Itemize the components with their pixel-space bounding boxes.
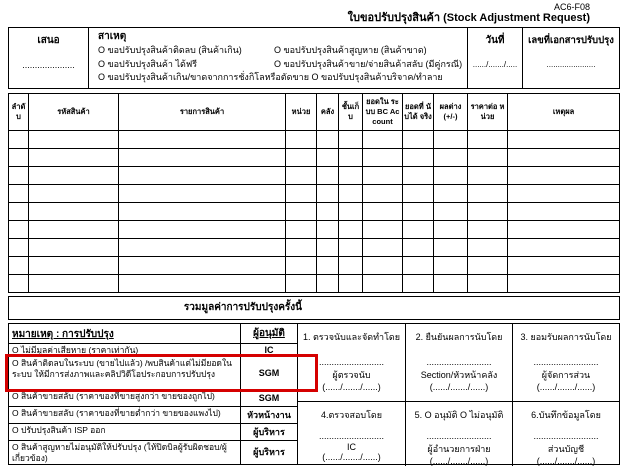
note-approver: SGM — [258, 368, 280, 379]
empty-cell — [9, 256, 29, 274]
empty-cell — [119, 202, 286, 220]
empty-cell — [9, 202, 29, 220]
signature-line: .......................... — [533, 430, 599, 441]
reason-option: O ขอปรับปรุงสินค้าบริจาค/ทำลาย — [311, 71, 443, 82]
empty-cell — [403, 202, 434, 220]
empty-cell — [9, 184, 29, 202]
form-header — [8, 2, 620, 25]
empty-cell — [29, 166, 119, 184]
table-row — [9, 202, 620, 220]
empty-cell — [119, 148, 286, 166]
empty-cell — [29, 274, 119, 292]
column-header-system-qty: ยอดใน ระบบ BC Account — [363, 93, 403, 130]
signature-block-6 — [512, 401, 619, 466]
note-approver: ผู้บริหาร — [253, 427, 285, 438]
signature-role: ผู้ตรวจนับ — [332, 369, 371, 380]
empty-cell — [339, 166, 363, 184]
page-title-th: ใบขอปรับปรุงสินค้า — [347, 12, 441, 25]
empty-cell — [363, 256, 403, 274]
approval-section — [8, 323, 620, 465]
note-row — [9, 424, 297, 441]
empty-cell — [9, 220, 29, 238]
note-text: O สินค้าขายสลับ (ราคาของที่ขายต่ำกว่า ขายของแพงไป) — [9, 407, 241, 423]
empty-cell — [29, 148, 119, 166]
signature-date-blank: (....../......./......) — [429, 381, 489, 392]
empty-cell — [29, 202, 119, 220]
empty-cell — [286, 238, 317, 256]
signature-role: ผู้จัดการส่วน — [541, 369, 591, 380]
page-title — [8, 12, 590, 25]
empty-cell — [403, 148, 434, 166]
signature-role: IC — [347, 441, 356, 452]
column-header-unit-price: ราคาต่อ หน่วย — [468, 93, 508, 130]
reason-option: O ขอปรับปรุงสินค้าติดลบ (สินค้าเกิน) — [98, 45, 242, 56]
empty-cell — [508, 130, 620, 148]
empty-cell — [317, 202, 339, 220]
note-row — [9, 441, 297, 464]
empty-cell — [9, 274, 29, 292]
column-header-unit: หน่วย — [286, 93, 317, 130]
empty-cell — [468, 256, 508, 274]
empty-cell — [363, 274, 403, 292]
empty-cell — [434, 238, 468, 256]
signature-line: .......................... — [426, 430, 492, 441]
notes-header: หมายเหตุ : การปรับปรุง — [9, 324, 241, 343]
reason-option: O ขอปรับปรุงสินค้า ได้ฟรี — [98, 58, 198, 69]
empty-cell — [339, 184, 363, 202]
doc-number-label: เลขที่เอกสารปรับปรุง — [528, 34, 614, 46]
empty-cell — [119, 184, 286, 202]
reason-row — [98, 44, 463, 57]
signature-title: 3. ยอมรับผลการนับโดย — [520, 331, 612, 342]
submit-to-blank: ..................... — [22, 59, 75, 70]
empty-cell — [434, 184, 468, 202]
note-row-highlighted — [9, 357, 297, 390]
empty-cell — [317, 256, 339, 274]
reason-option: O ขอปรับปรุงสินค้าเกิน/ขาดจากการชั่งกิโลหรือตัดขาย — [98, 71, 309, 82]
reason-cell — [89, 28, 468, 88]
empty-cell — [286, 202, 317, 220]
empty-cell — [9, 148, 29, 166]
signature-role: ผู้อำนวยการฝ่าย — [427, 443, 491, 454]
empty-cell — [29, 184, 119, 202]
signature-title: 6.บันทึกข้อมูลโดย — [531, 409, 601, 420]
signature-block-3 — [512, 324, 619, 401]
empty-cell — [339, 130, 363, 148]
empty-cell — [317, 148, 339, 166]
empty-cell — [403, 166, 434, 184]
empty-cell — [468, 220, 508, 238]
empty-cell — [403, 274, 434, 292]
column-header-product-name: รายการสินค้า — [119, 93, 286, 130]
empty-cell — [339, 202, 363, 220]
empty-cell — [9, 130, 29, 148]
empty-cell — [119, 130, 286, 148]
reason-row — [98, 71, 463, 84]
column-header-difference: ผลต่าง (+/-) — [434, 93, 468, 130]
empty-cell — [317, 184, 339, 202]
note-approver: IC — [264, 345, 274, 356]
column-header-counted-qty: ยอดที่ นับได้ จริง — [403, 93, 434, 130]
empty-cell — [403, 184, 434, 202]
column-header-seq: ลำดับ — [9, 93, 29, 130]
empty-cell — [339, 256, 363, 274]
empty-cell — [286, 256, 317, 274]
signature-line: .......................... — [318, 356, 384, 367]
empty-cell — [434, 166, 468, 184]
empty-cell — [434, 220, 468, 238]
empty-cell — [29, 238, 119, 256]
doc-number-cell — [523, 28, 619, 88]
date-label: วันที่ — [485, 34, 505, 46]
note-row — [9, 390, 297, 407]
approver-header: ผู้อนุมัติ — [253, 328, 285, 340]
table-row — [9, 238, 620, 256]
reason-option: O ขอปรับปรุงสินค้าขาย/จ่ายสินค้าสลับ (มีคู่กรณี) — [274, 58, 463, 69]
total-value-row — [8, 296, 620, 320]
date-cell — [468, 28, 523, 88]
empty-cell — [508, 238, 620, 256]
empty-cell — [286, 274, 317, 292]
empty-cell — [434, 148, 468, 166]
total-value-label: รวมมูลค่าการปรับปรุงครั้งนี้ — [183, 302, 302, 314]
empty-cell — [403, 238, 434, 256]
signature-line: .......................... — [426, 356, 492, 367]
items-table — [8, 93, 620, 293]
empty-cell — [317, 274, 339, 292]
empty-cell — [468, 184, 508, 202]
empty-cell — [339, 148, 363, 166]
note-text: O ไม่มีมูลค่าเสียหาย (ราคาเท่ากัน) — [9, 344, 241, 356]
column-header-reason: เหตุผล — [508, 93, 620, 130]
submit-to-cell — [9, 28, 89, 88]
note-approver: หัวหน้างาน — [247, 410, 291, 421]
empty-cell — [317, 166, 339, 184]
note-text: O ปรับปรุงสินค้า ISP ออก — [9, 424, 241, 440]
empty-cell — [508, 148, 620, 166]
table-row — [9, 274, 620, 292]
empty-cell — [119, 220, 286, 238]
column-header-product-code: รหัสสินค้า — [29, 93, 119, 130]
empty-cell — [363, 130, 403, 148]
signature-role: ส่วนบัญชี — [547, 443, 585, 454]
empty-cell — [317, 130, 339, 148]
page-title-en: (Stock Adjustment Request) — [440, 12, 590, 25]
note-row — [9, 407, 297, 424]
empty-cell — [339, 238, 363, 256]
empty-cell — [286, 184, 317, 202]
empty-cell — [119, 166, 286, 184]
doc-number-blank: ...................... — [546, 59, 596, 69]
empty-cell — [317, 238, 339, 256]
submit-to-label: เสนอ — [37, 34, 60, 46]
table-row — [9, 184, 620, 202]
table-row — [9, 220, 620, 238]
table-row — [9, 130, 620, 148]
form-code: AC6-F08 — [553, 2, 590, 12]
header-table — [8, 27, 620, 89]
empty-cell — [339, 274, 363, 292]
empty-cell — [363, 166, 403, 184]
note-approver: SGM — [258, 393, 280, 404]
signature-grid — [298, 324, 619, 464]
notes-table — [9, 324, 298, 464]
signature-block-4 — [298, 401, 405, 466]
empty-cell — [9, 238, 29, 256]
empty-cell — [403, 220, 434, 238]
notes-header-row — [9, 324, 297, 344]
empty-cell — [468, 148, 508, 166]
empty-cell — [119, 274, 286, 292]
empty-cell — [468, 166, 508, 184]
empty-cell — [119, 256, 286, 274]
empty-cell — [508, 166, 620, 184]
empty-cell — [508, 220, 620, 238]
empty-cell — [434, 130, 468, 148]
empty-cell — [286, 130, 317, 148]
table-row — [9, 148, 620, 166]
empty-cell — [468, 202, 508, 220]
items-table-header-row — [9, 93, 620, 130]
empty-cell — [286, 166, 317, 184]
signature-date-blank: (....../......./......) — [429, 455, 489, 466]
empty-cell — [363, 148, 403, 166]
note-text: O สินค้าติดลบในระบบ (ขายไปแล้ว) /พบสินค้าแต่ไม่มียอดในระบบ ให้มีการส่งภาพและคลิปวิดีโอประกอบการปรับปรุง — [9, 357, 241, 389]
signature-title: 5. O อนุมัติ O ไม่อนุมัติ — [414, 409, 504, 420]
empty-cell — [434, 274, 468, 292]
empty-cell — [468, 130, 508, 148]
signature-title: 2. ยืนยันผลการนับโดย — [415, 331, 503, 342]
empty-cell — [9, 166, 29, 184]
signature-block-5 — [405, 401, 512, 466]
empty-cell — [286, 148, 317, 166]
empty-cell — [363, 184, 403, 202]
signature-line: .......................... — [318, 430, 384, 441]
empty-cell — [468, 274, 508, 292]
empty-cell — [508, 184, 620, 202]
empty-cell — [29, 256, 119, 274]
signature-date-blank: (....../......./......) — [536, 381, 596, 392]
table-row — [9, 256, 620, 274]
empty-cell — [119, 238, 286, 256]
empty-cell — [434, 256, 468, 274]
column-header-warehouse: คลัง — [317, 93, 339, 130]
empty-cell — [363, 220, 403, 238]
note-row — [9, 344, 297, 357]
empty-cell — [434, 202, 468, 220]
empty-cell — [286, 220, 317, 238]
column-header-shelf: ชั้นเก็บ — [339, 93, 363, 130]
empty-cell — [317, 220, 339, 238]
table-row — [9, 166, 620, 184]
date-blank: ....../......./..... — [472, 59, 518, 69]
empty-cell — [339, 220, 363, 238]
note-approver: ผู้บริหาร — [253, 447, 285, 458]
reason-option: O ขอปรับปรุงสินค้าสูญหาย (สินค้าขาด) — [274, 45, 427, 56]
empty-cell — [29, 220, 119, 238]
empty-cell — [508, 202, 620, 220]
signature-date-blank: (....../......./......) — [322, 381, 381, 392]
signature-line: .......................... — [533, 356, 599, 367]
empty-cell — [403, 130, 434, 148]
empty-cell — [508, 256, 620, 274]
reason-label: สาเหตุ — [98, 30, 127, 42]
reason-row — [98, 58, 463, 71]
signature-title: 4.ตรวจสอบโดย — [320, 409, 383, 420]
signature-block-1 — [298, 324, 405, 401]
signature-role: Section/หัวหน้าคลัง — [420, 369, 498, 380]
empty-cell — [468, 238, 508, 256]
signature-title: 1. ตรวจนับและจัดทำโดย — [302, 331, 401, 342]
empty-cell — [29, 130, 119, 148]
note-text: O สินค้าสูญหายไม่อนุมัติให้ปรับปรุง (ให้ปิดบิลผู้รับผิดชอบ/ผู้เกี่ยวข้อง) — [9, 441, 241, 464]
note-text: O สินค้าขายสลับ (ราคาของที่ขายสูงกว่า ขายของถูกไป) — [9, 390, 241, 406]
empty-cell — [363, 202, 403, 220]
empty-cell — [363, 238, 403, 256]
items-table-body — [9, 130, 620, 292]
empty-cell — [403, 256, 434, 274]
signature-block-2 — [405, 324, 512, 401]
signature-date-blank: (....../......./......) — [322, 451, 381, 462]
empty-cell — [508, 274, 620, 292]
signature-date-blank: (....../......./......) — [536, 455, 596, 466]
